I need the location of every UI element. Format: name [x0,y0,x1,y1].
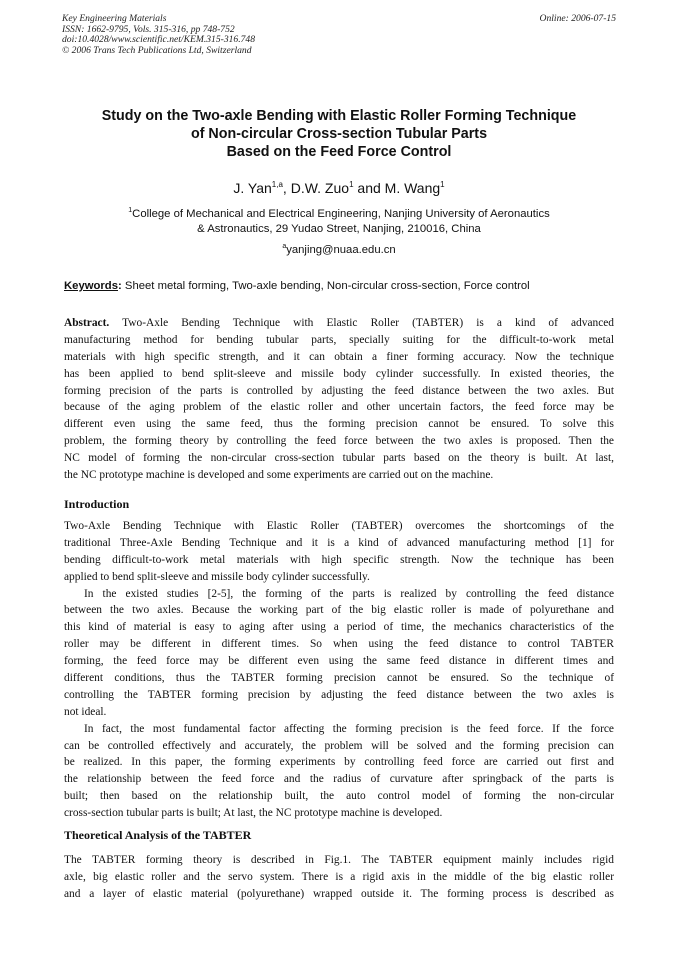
paragraph-line: cross-section tubular parts is built; At last, the NC prototype machine is developed. [64,807,443,820]
section-heading-introduction: Introduction [64,497,130,511]
affiliation [40,207,638,236]
abstract-label: Abstract. [64,317,110,329]
abstract [64,315,614,484]
paragraph-line: The TABTER forming theory is described in Fig.1. The TABTER equipment mainly includes rigid [64,854,614,866]
paragraph-line: and a layer of elastic material (polyurethane) wrapped outside it. The forming process is described as [64,887,614,900]
email-mark: a [282,243,287,250]
introduction-body [64,518,614,822]
paragraph-line: different conditions, thus the TABTER forming precision cannot be ensured. So the technique of [64,672,614,685]
author-email [40,243,638,257]
author-list [40,179,638,197]
theoretical-analysis-body [64,852,614,903]
paragraph-line: this kind of material is easy to aging after using a period of time, the mechanics characteristics of the [64,621,614,634]
paragraph-line: forming, the feed force may be different even using the same feed distance in different times and [64,655,614,668]
journal-issn: ISSN: 1662-9795, Vols. 315-316, pp 748-752 [62,23,235,35]
paragraph-line: bending difficult-to-work metal materials with high specific strength. Now the technique has been [64,553,614,566]
paragraph-line: the relationship between the feed force and the radius of curvature after springback of the parts is [64,773,614,786]
paragraph-line: applied to bend split-sleeve and missile body cylinder successfully. [64,570,370,583]
author-name: D.W. Zuo [290,180,350,196]
paragraph-line: In the existed studies [2-5], the forming of the parts is realized by controlling the feed distance [84,587,614,600]
affiliation-mark: 1 [128,207,133,214]
paragraph-line: not ideal. [64,705,107,718]
paragraph-line: be realized. In this paper, the forming experiments by controlling feed force are carried out first and [64,756,614,769]
paragraph-line: traditional Three-Axle Bending Technique and it is a kind of advanced manufacturing method [1] for [64,536,614,549]
paper-title [40,107,638,161]
paragraph-line: roller may be different in different times. So when using the feed distance to control TABTER [64,638,614,651]
section-heading-theoretical-analysis: Theoretical Analysis of the TABTER [64,828,252,842]
keywords-label: Keywords [64,280,118,292]
abstract-line: problem, the forming theory by controlling the feed force between the two axles is proposed. Then the [64,435,614,448]
paragraph-line: Two-Axle Bending Technique with Elastic Roller (TABTER) overcomes the shortcomings of the [64,520,614,532]
author-separator: and [353,180,385,196]
paragraph-line: controlling the TABTER forming precision by adjusting the feed distance between the two axles is [64,688,614,701]
email-address[interactable]: yanjing@nuaa.edu.cn [286,244,396,256]
paragraph-line: axle, big elastic roller and the servo system. There is a rigid axis in the middle of the big elastic roller [64,870,614,883]
abstract-line: has been applied to bend split-sleeve and missile body cylinder successfully. In existed theories, the [64,367,614,380]
paragraph-line: can be controlled effectively and accurately, the problem will be solved and the forming precision can [64,739,614,752]
author-separator: , [282,180,291,196]
abstract-line: NC model of forming the non-circular cross-section tubular parts based on the theory is built. At last, [64,452,614,465]
author-affiliation-mark: 1 [440,180,445,189]
affiliation-line: College of Mechanical and Electrical Engineering, Nanjing University of Aeronautics [132,208,550,220]
abstract-line: Abstract. Two-Axle Bending Technique with Elastic Roller (TABTER) is a kind of advanced [64,317,614,329]
journal-name: Key Engineering Materials [62,13,167,24]
abstract-line: materials with high specific strength, and it can obtain a finer forming accuracy. Now the technique [64,350,614,363]
abstract-line: because of the aging problem of the elastic roller and other uncertain factors, the feed force may be [64,401,614,414]
keywords-colon: : [118,280,122,292]
paragraph-line: In fact, the most fundamental factor affecting the forming precision is the feed force. If the force [84,722,614,735]
author-name: M. Wang [384,180,441,196]
abstract-line: different even using the same feed, thus the forming precision cannot be ensured. To solve this [64,418,614,431]
journal-copyright: © 2006 Trans Tech Publications Ltd, Switzerland [62,44,252,56]
abstract-line: manufacturing method for bending tubular parts, specially suiting for the difficult-to-work metal [64,333,614,346]
title-line: of Non-circular Cross-section Tubular Parts [190,126,488,142]
keywords-text: Sheet metal forming, Two-axle bending, Non-circular cross-section, Force control [121,280,530,292]
paragraph-line: between the two axles. Because the working part of the big elastic roller is made of polyurethane and [64,604,614,617]
online-date: Online: 2006-07-15 [539,13,616,24]
author-affiliation-mark: 1 [349,180,354,189]
journal-header [62,14,616,56]
journal-doi: doi:10.4028/www.scientific.net/KEM.315-316.748 [62,34,256,46]
abstract-line: forming precision of the parts is controlled by adjusting the feed distance between the two axles. But [64,384,614,397]
affiliation-line: & Astronautics, 29 Yudao Street, Nanjing, 210016, China [197,222,481,235]
paragraph-line: built; then based on the relationship built, the auto control model of forming the non-circular [64,790,614,803]
author-name: J. Yan [233,180,272,196]
abstract-line: the NC prototype machine is developed and some experiments are carried out on the machine. [64,469,494,482]
title-line: Based on the Feed Force Control [226,144,452,160]
keywords [64,279,624,293]
title-line: Study on the Two-axle Bending with Elastic Roller Forming Technique [101,108,577,124]
author-affiliation-mark: 1,a [271,180,283,189]
